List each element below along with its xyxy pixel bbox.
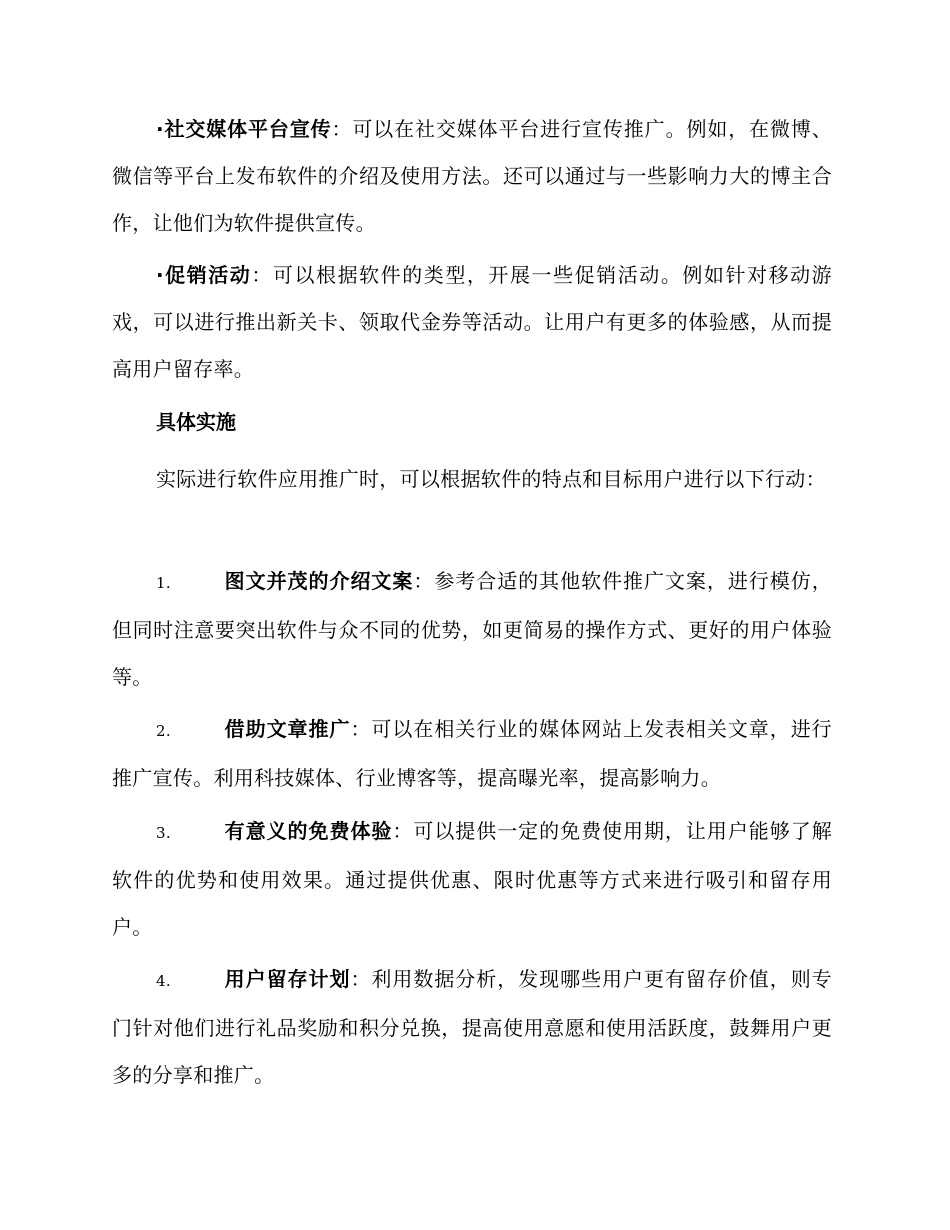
separator: ：	[251, 263, 273, 287]
promotion-title: 促销活动	[163, 263, 252, 287]
social-media-title: 社交媒体平台宣传	[163, 117, 332, 141]
paragraph-promotion	[112, 252, 832, 393]
list-item	[112, 706, 832, 802]
social-media-text: 可以在社交媒体平台进行宣传推广。例如，在微博、微信等平台上发布软件的介绍及使用方法。还可以通过与一些影响力大的博主合作，让他们为软件提供宣传。	[112, 117, 833, 235]
list-item-text: 可以提供一定的免费使用期，让用户能够了解软件的优势和使用效果。通过提供优惠、限时优惠等方式来进行吸引和留存用户。	[112, 819, 832, 939]
separator: ：	[413, 569, 435, 593]
list-number: 1.	[156, 574, 171, 592]
separator: ：	[350, 967, 372, 991]
promotion-text: 可以根据软件的类型，开展一些促销活动。例如针对移动游戏，可以进行推出新关卡、领取代金券等活动。让用户有更多的体验感，从而提高用户留存率。	[112, 263, 832, 381]
list-number: 2.	[156, 722, 171, 740]
list-number: 3.	[156, 824, 171, 842]
list-item-title: 图文并茂的介绍文案	[224, 569, 414, 593]
paragraph-intro: 实际进行软件应用推广时，可以根据软件的特点和目标用户进行以下行动：	[156, 467, 826, 491]
list-item	[112, 956, 832, 1099]
separator: ：	[350, 717, 372, 741]
bullet: ·	[156, 263, 164, 287]
list-item-title: 借助文章推广	[224, 717, 351, 741]
list-item-text: 利用数据分析，发现哪些用户更有留存价值，则专门针对他们进行礼品奖励和积分兑换，提高使用意愿和使用活跃度，鼓舞用户更多的分享和推广。	[112, 967, 832, 1087]
separator: ：	[392, 819, 414, 843]
section-heading: 具体实施	[156, 410, 236, 434]
separator: ：	[331, 117, 353, 141]
list-item-text: 参考合适的其他软件推广文案，进行模仿，但同时注意要突出软件与众不同的优势，如更简易的操作方式、更好的用户体验等。	[112, 569, 832, 689]
paragraph-social-media	[112, 106, 832, 247]
list-item-text: 可以在相关行业的媒体网站上发表相关文章，进行推广宣传。利用科技媒体、行业博客等，提高曝光率，提高影响力。	[112, 717, 832, 790]
list-item-title: 用户留存计划	[224, 967, 351, 991]
list-item-title: 有意义的免费体验	[224, 819, 393, 843]
list-item	[112, 808, 832, 951]
bullet: ·	[156, 117, 164, 141]
list-number: 4.	[156, 972, 171, 990]
list-item	[112, 558, 832, 701]
